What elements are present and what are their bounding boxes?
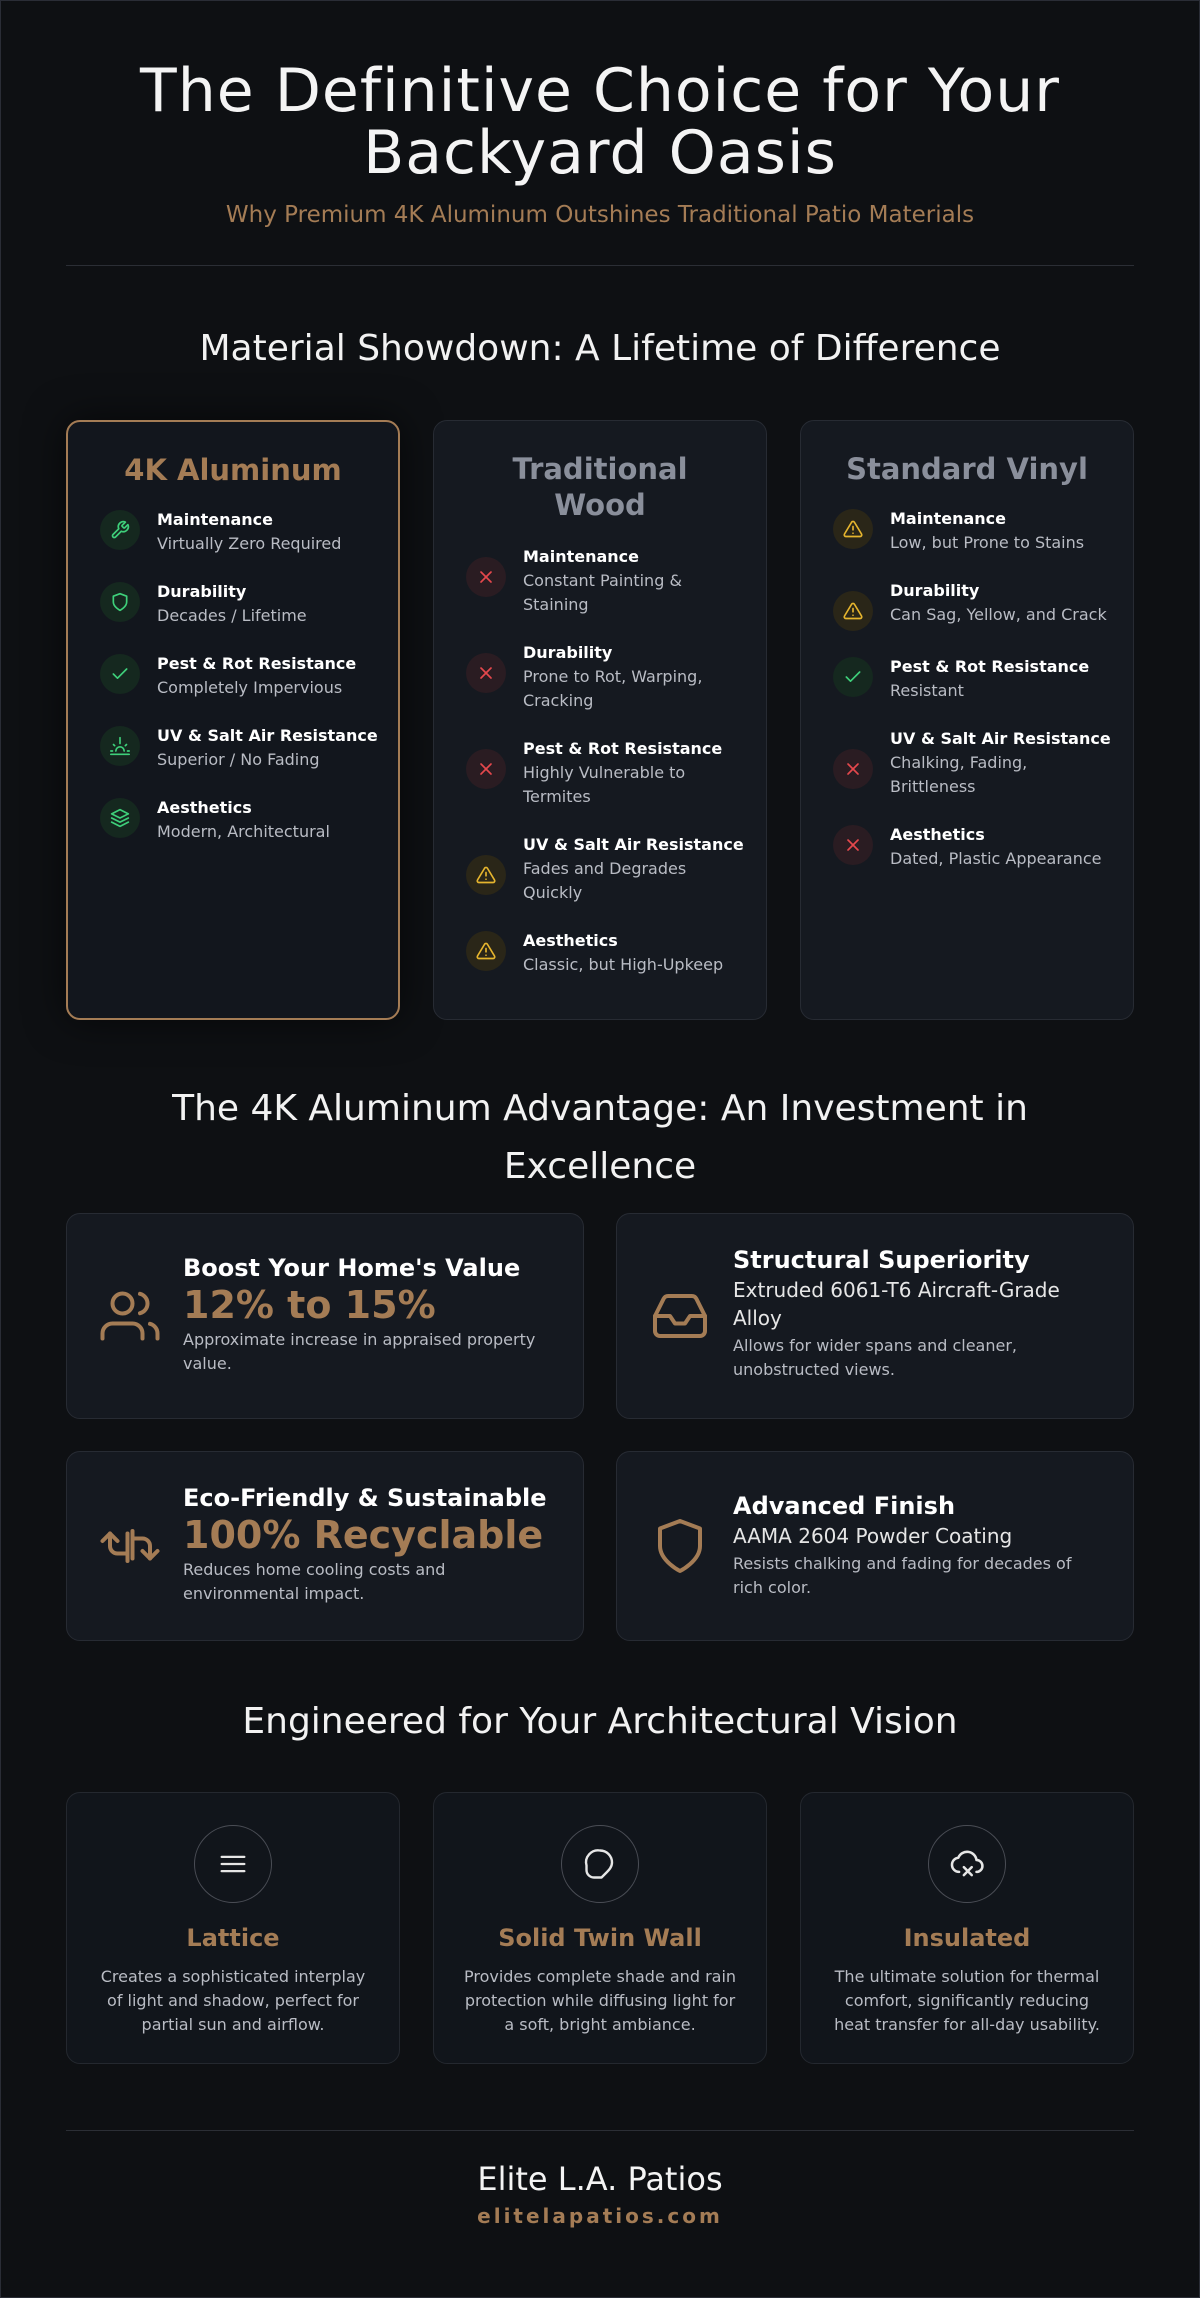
warning-icon bbox=[466, 855, 506, 895]
check-icon bbox=[100, 654, 140, 694]
item-value: Highly Vulnerable to Termites bbox=[523, 763, 686, 806]
advantage-stat: 100% Recyclable bbox=[183, 1513, 544, 1557]
item-value: Completely Impervious bbox=[157, 678, 343, 697]
item-label: Aesthetics bbox=[890, 825, 985, 844]
x-icon bbox=[466, 557, 506, 597]
shield-icon bbox=[100, 582, 140, 622]
comparison-card-traditional-wood bbox=[433, 420, 767, 1020]
comparison-card-title: Standard Vinyl bbox=[846, 452, 1088, 486]
tag-icon bbox=[561, 1825, 639, 1903]
design-card-solid-twin-wall bbox=[433, 1792, 767, 2064]
item-label: Pest & Rot Resistance bbox=[157, 654, 357, 673]
cloud-x-icon bbox=[928, 1825, 1006, 1903]
item-label: Durability bbox=[523, 643, 613, 662]
item-value: Prone to Rot, Warping, Cracking bbox=[523, 667, 703, 710]
footer-brand: Elite L.A. Patios bbox=[477, 2160, 723, 2198]
item-value: Constant Painting & Staining bbox=[523, 571, 682, 614]
comparison-item bbox=[100, 508, 378, 556]
item-label: Maintenance bbox=[523, 547, 640, 566]
advantage-heading bbox=[66, 1080, 1134, 1196]
design-title: Solid Twin Wall bbox=[498, 1924, 702, 1952]
advantage-subtitle: Extruded 6061-T6 Aircraft-Grade Alloy bbox=[733, 1278, 1060, 1330]
footer-divider bbox=[66, 2130, 1134, 2131]
warning-icon bbox=[833, 509, 873, 549]
x-icon bbox=[833, 749, 873, 789]
item-label: Aesthetics bbox=[523, 931, 618, 950]
advantage-description: Approximate increase in appraised property value. bbox=[183, 1330, 536, 1373]
advantage-stat: 12% to 15% bbox=[183, 1283, 436, 1327]
design-card-lattice bbox=[66, 1792, 400, 2064]
title-line-2: Backyard Oasis bbox=[363, 118, 837, 188]
header-divider bbox=[66, 265, 1134, 266]
item-value: Superior / No Fading bbox=[157, 750, 320, 769]
warning-icon bbox=[833, 591, 873, 631]
comparison-item bbox=[466, 737, 746, 809]
designs-heading: Engineered for Your Architectural Vision bbox=[242, 1701, 958, 1742]
advantage-title: Structural Superiority bbox=[733, 1246, 1030, 1274]
users-icon bbox=[97, 1214, 163, 1418]
comparison-card-title bbox=[434, 451, 766, 523]
showdown-heading: Material Showdown: A Lifetime of Difference bbox=[199, 328, 1001, 369]
design-description: The ultimate solution for thermal comfort, significantly reducing heat transfer for all-day usability. bbox=[834, 1967, 1100, 2034]
comparison-item bbox=[833, 655, 1113, 703]
warning-icon bbox=[466, 931, 506, 971]
design-title: Insulated bbox=[903, 1924, 1031, 1952]
comparison-card-title: 4K Aluminum bbox=[124, 453, 342, 487]
item-label: Pest & Rot Resistance bbox=[890, 657, 1090, 676]
item-value: Chalking, Fading, Brittleness bbox=[890, 753, 1028, 796]
item-label: UV & Salt Air Resistance bbox=[523, 835, 744, 854]
comparison-item bbox=[466, 833, 746, 905]
shield-icon bbox=[647, 1452, 713, 1640]
item-value: Fades and Degrades Quickly bbox=[523, 859, 687, 902]
x-icon bbox=[833, 825, 873, 865]
advantage-card-eco bbox=[66, 1451, 584, 1641]
item-label: Aesthetics bbox=[157, 798, 252, 817]
comparison-item bbox=[100, 796, 378, 844]
inbox-icon bbox=[647, 1214, 713, 1418]
design-description: Provides complete shade and rain protection while diffusing light for a soft, bright ambiance. bbox=[463, 1967, 737, 2034]
item-value: Decades / Lifetime bbox=[157, 606, 307, 625]
comparison-item bbox=[466, 641, 746, 713]
design-description: Creates a sophisticated interplay of light and shadow, perfect for partial sun and airflow. bbox=[100, 1967, 366, 2034]
design-title: Lattice bbox=[186, 1924, 280, 1952]
comparison-item bbox=[100, 724, 378, 772]
item-value: Classic, but High-Upkeep bbox=[523, 955, 724, 974]
item-value: Can Sag, Yellow, and Crack bbox=[890, 605, 1107, 624]
item-label: Pest & Rot Resistance bbox=[523, 739, 723, 758]
item-label: UV & Salt Air Resistance bbox=[890, 729, 1111, 748]
advantage-title: Advanced Finish bbox=[733, 1492, 956, 1520]
comparison-item bbox=[466, 929, 746, 977]
item-value: Modern, Architectural bbox=[157, 822, 330, 841]
advantage-heading-line-1: The 4K Aluminum Advantage: An Investment in bbox=[172, 1088, 1028, 1129]
advantage-card-home-value bbox=[66, 1213, 584, 1419]
advantage-card-structural bbox=[616, 1213, 1134, 1419]
item-value: Low, but Prone to Stains bbox=[890, 533, 1085, 552]
page-subtitle: Why Premium 4K Aluminum Outshines Traditional Patio Materials bbox=[225, 202, 975, 228]
comparison-item bbox=[100, 580, 378, 628]
title-line-1: Traditional bbox=[512, 452, 688, 486]
title-line-2: Wood bbox=[554, 488, 646, 522]
comparison-item bbox=[833, 507, 1113, 555]
advantage-title: Eco-Friendly & Sustainable bbox=[183, 1484, 547, 1512]
comparison-item bbox=[466, 545, 746, 617]
item-label: Maintenance bbox=[157, 510, 274, 529]
item-label: UV & Salt Air Resistance bbox=[157, 726, 378, 745]
x-icon bbox=[466, 749, 506, 789]
advantage-description: Allows for wider spans and cleaner, unobstructed views. bbox=[733, 1336, 1017, 1379]
design-card-insulated bbox=[800, 1792, 1134, 2064]
footer-website-link[interactable]: elitelapatios.com bbox=[477, 2204, 723, 2228]
comparison-card-standard-vinyl bbox=[800, 420, 1134, 1020]
advantage-heading-line-2: Excellence bbox=[503, 1146, 697, 1187]
comparison-item bbox=[833, 823, 1113, 871]
layers-icon bbox=[100, 798, 140, 838]
comparison-card-4k-aluminum bbox=[66, 420, 400, 1020]
item-value: Dated, Plastic Appearance bbox=[890, 849, 1102, 868]
sun-icon bbox=[100, 726, 140, 766]
item-label: Durability bbox=[157, 582, 247, 601]
item-label: Durability bbox=[890, 581, 980, 600]
lines-icon bbox=[194, 1825, 272, 1903]
advantage-card-finish bbox=[616, 1451, 1134, 1641]
x-icon bbox=[466, 653, 506, 693]
title-line-1: The Definitive Choice for Your bbox=[140, 56, 1060, 126]
advantage-description: Reduces home cooling costs and environmental impact. bbox=[183, 1560, 446, 1603]
item-label: Maintenance bbox=[890, 509, 1007, 528]
comparison-item bbox=[833, 579, 1113, 631]
page-title bbox=[66, 56, 1134, 188]
item-value: Resistant bbox=[890, 681, 964, 700]
advantage-subtitle: AAMA 2604 Powder Coating bbox=[733, 1524, 1013, 1548]
comparison-item bbox=[833, 727, 1113, 799]
wrench-icon bbox=[100, 510, 140, 550]
comparison-item bbox=[100, 652, 378, 700]
check-icon bbox=[833, 657, 873, 697]
advantage-description: Resists chalking and fading for decades of rich color. bbox=[733, 1554, 1072, 1597]
recycle-arrows-icon bbox=[97, 1452, 163, 1640]
advantage-title: Boost Your Home's Value bbox=[183, 1254, 521, 1282]
item-value: Virtually Zero Required bbox=[157, 534, 342, 553]
